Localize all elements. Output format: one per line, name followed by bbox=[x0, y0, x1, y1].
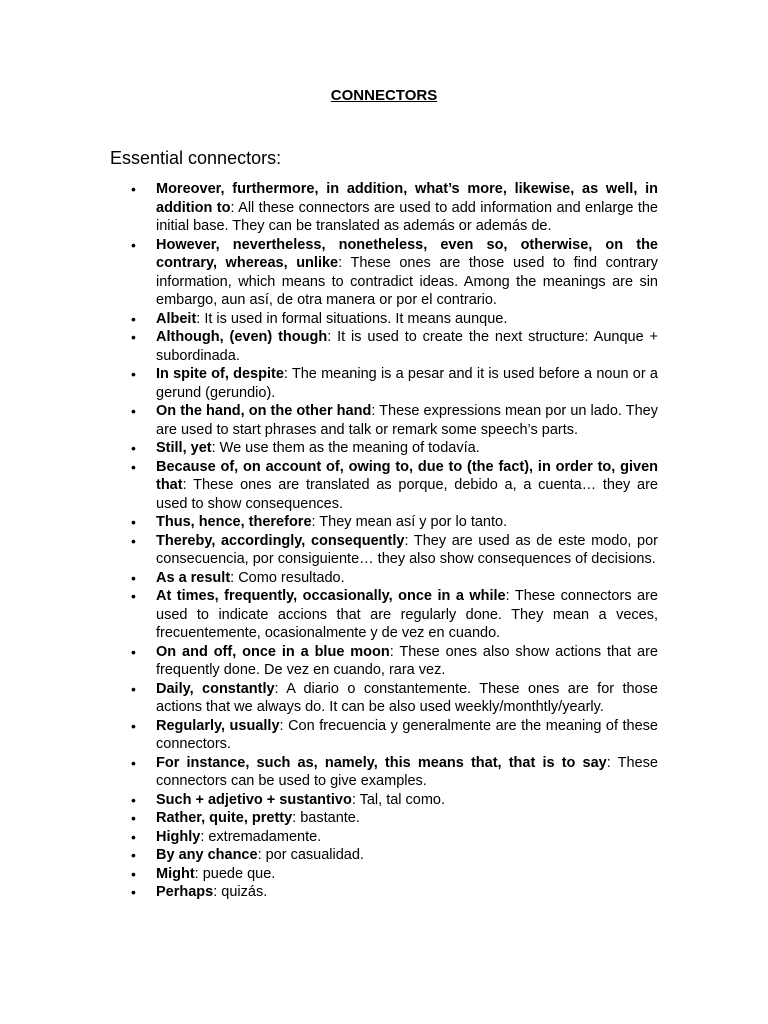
list-item bbox=[131, 643, 658, 680]
bullet-icon: • bbox=[131, 440, 136, 456]
connector-term: Thus, hence, therefore bbox=[156, 514, 312, 530]
connector-term: In spite of, despite bbox=[156, 366, 284, 382]
connector-term: By any chance bbox=[156, 847, 258, 863]
connector-term: Although, (even) though bbox=[156, 329, 328, 345]
connector-description: : These ones also show actions that are frequently done. De vez en cuando, rara vez. bbox=[156, 643, 658, 678]
connectors-list bbox=[131, 180, 659, 902]
list-item bbox=[131, 883, 658, 902]
bullet-icon: • bbox=[131, 810, 136, 826]
bullet-icon: • bbox=[131, 366, 136, 382]
connector-term: Still, yet bbox=[156, 440, 212, 456]
bullet-icon: • bbox=[131, 847, 136, 863]
list-item bbox=[131, 754, 658, 791]
connector-description: : It is used in formal situations. It means aunque. bbox=[196, 310, 508, 327]
list-item bbox=[131, 458, 658, 514]
connector-description: : These connectors can be used to give examples. bbox=[156, 754, 658, 789]
bullet-icon: • bbox=[131, 532, 136, 549]
bullet-icon: • bbox=[131, 884, 136, 900]
connector-description: : All these connectors are used to add information and enlarge the initial base. They can be translated as además or además de. bbox=[156, 199, 659, 234]
bullet-icon: • bbox=[131, 514, 136, 530]
list-item bbox=[131, 365, 658, 402]
bullet-icon: • bbox=[131, 717, 136, 734]
connector-description: : por casualidad. bbox=[257, 847, 364, 863]
list-item bbox=[131, 846, 658, 865]
connector-term: For instance, such as, namely, this means that, that is to say bbox=[156, 754, 607, 771]
list-item bbox=[131, 809, 658, 828]
connector-description: : These connectors are used to indicate accions that are regularly done. They mean a veces, frecuentemente, ocasionalmente y de vez en cuando. bbox=[156, 588, 658, 641]
connector-term: Such + adjetivo + sustantivo bbox=[156, 791, 352, 808]
bullet-icon: • bbox=[131, 310, 136, 327]
bullet-icon: • bbox=[131, 403, 136, 419]
list-item bbox=[131, 532, 658, 569]
bullet-icon: • bbox=[131, 643, 136, 660]
list-item bbox=[131, 680, 658, 717]
list-item bbox=[131, 328, 658, 365]
list-item bbox=[131, 865, 658, 884]
connector-description: : extremadamente. bbox=[200, 828, 322, 845]
connector-description: : A diario o constantemente. These ones are for those actions that we always do. It can be also used weekly/monthtly/yearly. bbox=[156, 680, 658, 715]
connector-description: : These ones are those used to find contrary information, which means to contradict ideas. Among the meanings are sin embargo, aun así, de otra manera or por el contrario. bbox=[156, 255, 658, 308]
connector-term: On and off, once in a blue moon bbox=[156, 643, 390, 660]
connector-term: Moreover, furthermore, in addition, what’s more, likewise, as well, in addition to bbox=[156, 181, 658, 216]
connector-term: Thereby, accordingly, consequently bbox=[156, 532, 405, 549]
section-heading: Essential connectors: bbox=[110, 148, 282, 168]
connector-description: : The meaning is a pesar and it is used before a noun or a gerund (gerundio). bbox=[156, 366, 658, 401]
list-item bbox=[131, 791, 658, 810]
connector-term: On the hand, on the other hand bbox=[156, 403, 372, 419]
connector-description: : puede que. bbox=[194, 865, 276, 882]
connector-term: Albeit bbox=[156, 310, 197, 327]
list-item bbox=[131, 402, 658, 439]
bullet-icon: • bbox=[131, 680, 136, 697]
bullet-icon: • bbox=[131, 865, 136, 882]
connector-description: : Como resultado. bbox=[230, 569, 345, 586]
list-item bbox=[131, 439, 658, 458]
connector-term: Rather, quite, pretty bbox=[156, 810, 293, 826]
connector-description: : bastante. bbox=[292, 810, 360, 826]
bullet-icon: • bbox=[131, 791, 136, 808]
connector-description: : They are used as de este modo, por consecuencia, por consiguiente… they also show consequences of decisions. bbox=[156, 532, 658, 567]
list-item bbox=[131, 310, 658, 329]
list-item bbox=[131, 180, 659, 236]
list-item bbox=[131, 513, 658, 532]
bullet-icon: • bbox=[131, 828, 136, 845]
connector-term: Daily, constantly bbox=[156, 680, 275, 697]
bullet-icon: • bbox=[131, 458, 136, 475]
connector-term: Might bbox=[156, 865, 195, 882]
connector-term: However, nevertheless, nonetheless, even so, otherwise, on the contrary, whereas, unlike bbox=[156, 236, 658, 271]
list-item bbox=[131, 828, 658, 847]
bullet-icon: • bbox=[131, 754, 136, 771]
connector-description: : We use them as the meaning of todavía. bbox=[211, 440, 480, 456]
list-item bbox=[131, 569, 658, 588]
bullet-icon: • bbox=[131, 569, 136, 586]
connector-description: : These expressions mean por un lado. They are used to start phrases and talk or remark some speech’s parts. bbox=[156, 403, 658, 438]
connector-term: Because of, on account of, owing to, due to (the fact), in order to, given that bbox=[156, 458, 658, 493]
connector-term: Perhaps bbox=[156, 884, 214, 900]
list-item bbox=[131, 717, 658, 754]
bullet-icon: • bbox=[131, 236, 136, 253]
list-item bbox=[131, 587, 658, 643]
list-item bbox=[131, 236, 658, 310]
bullet-icon: • bbox=[131, 588, 136, 604]
connector-term: Regularly, usually bbox=[156, 717, 280, 734]
connector-description: : It is used to create the next structure: Aunque + subordinada. bbox=[156, 329, 658, 364]
connector-term: Highly bbox=[156, 828, 201, 845]
connector-description: : quizás. bbox=[213, 884, 268, 900]
connector-description: : They mean así y por lo tanto. bbox=[311, 514, 508, 530]
bullet-icon: • bbox=[131, 181, 136, 197]
connector-description: : Con frecuencia y generalmente are the meaning of these connectors. bbox=[156, 717, 658, 752]
connector-description: : These ones are translated as porque, debido a, a cuenta… they are used to show consequences. bbox=[156, 477, 658, 512]
connector-term: At times, frequently, occasionally, once in a while bbox=[156, 588, 506, 604]
connector-term: As a result bbox=[156, 569, 231, 586]
connector-description: : Tal, tal como. bbox=[351, 791, 446, 808]
document-title: CONNECTORS bbox=[330, 87, 438, 104]
bullet-icon: • bbox=[131, 329, 136, 345]
